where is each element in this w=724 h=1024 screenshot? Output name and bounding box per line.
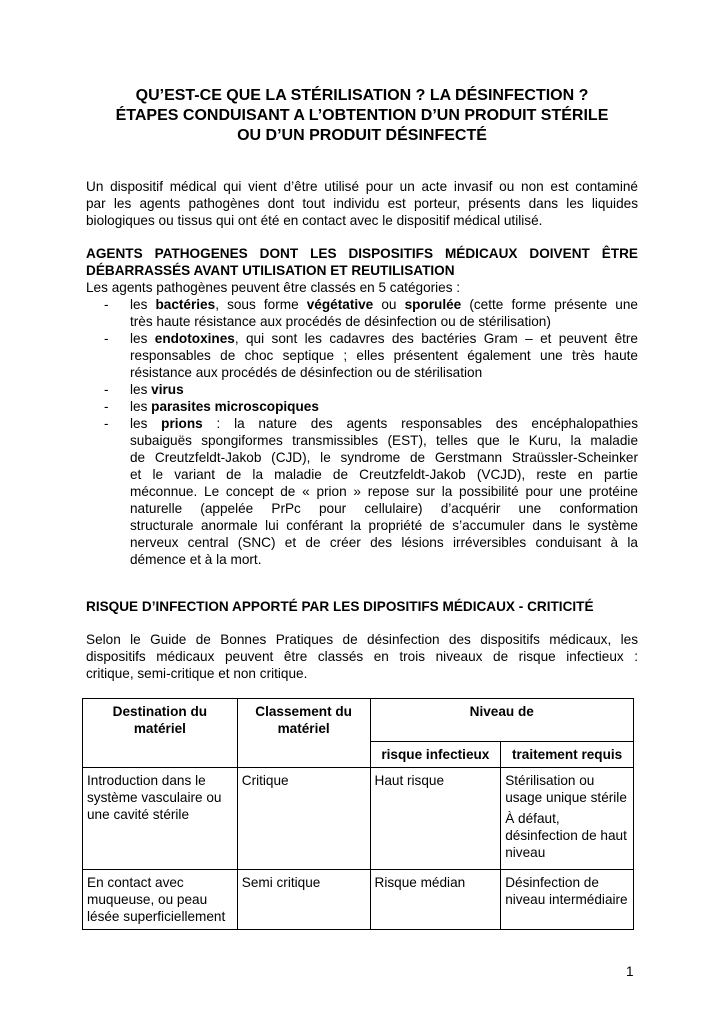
- text-line: critique, semi-critique et non critique.: [86, 666, 308, 681]
- header-niveau: Niveau de: [370, 699, 633, 742]
- text: , sous forme: [215, 297, 307, 312]
- cell-text: Stérilisation ou usage unique stérile: [505, 773, 627, 805]
- title-line: OU D’UN PRODUIT DÉSINFECTÉ: [237, 127, 487, 144]
- text-line: par les agents pathogènes dont tout individu est porteur, présents dans les liquides: [86, 196, 638, 211]
- text-line: biologiques ou tissus qui ont été en contact avec le dispositif médical utilisé.: [86, 213, 543, 228]
- cell-text: À défaut, désinfection de haut niveau: [505, 811, 627, 860]
- cell-traitement: [501, 870, 634, 930]
- text-line: et le variant de la maladie de Creutzfeldt-Jakob (VCJD), reste en partie: [130, 467, 638, 482]
- text-line: responsables de choc septique ; elles présentent également une très haute: [130, 348, 638, 363]
- text: les: [130, 297, 156, 312]
- list-dash: -: [104, 297, 109, 312]
- title-line: ÉTAPES CONDUISANT A L’OBTENTION D’UN PRODUIT STÉRILE: [115, 107, 609, 124]
- cell-risque: Risque médian: [370, 870, 501, 930]
- list-dash: -: [104, 416, 109, 431]
- text: les: [130, 382, 152, 397]
- text-line: démence et à la mort.: [130, 552, 262, 567]
- text-line: Un dispositif médical qui vient d’être utilisé pour un acte invasif ou non est contaminé: [86, 179, 638, 194]
- list-lead: Les agents pathogènes peuvent être classés en 5 catégories :: [86, 280, 461, 295]
- section-heading-risque: [86, 598, 638, 615]
- text-line: Selon le Guide de Bonnes Pratiques de désinfection des dispositifs médicaux, les: [86, 632, 638, 647]
- text-line: dispositifs médicaux peuvent être classés en trois niveaux de risque infectieux :: [86, 649, 638, 664]
- text: (cette forme présente une: [461, 297, 638, 312]
- list-item-virus: [86, 381, 638, 398]
- title-line: QU’EST-CE QUE LA STÉRILISATION ? LA DÉSINFECTION ?: [135, 87, 589, 104]
- header-traitement: traitement requis: [501, 742, 634, 768]
- page-title: [80, 86, 644, 146]
- list-item-parasites: [86, 398, 638, 415]
- list-item-prions: [86, 415, 638, 568]
- cell-classement: Semi critique: [237, 870, 370, 930]
- text: les: [130, 416, 162, 431]
- header-classement: Classement du matériel: [237, 699, 370, 768]
- table-row: [83, 768, 634, 870]
- table-header-row: [83, 699, 634, 742]
- keyword: sporulée: [404, 297, 462, 312]
- text-line: structurale anormale lui conférant la propriété de s’accumuler dans le système: [130, 518, 638, 533]
- text-line: naturelle (appelée PrPc pour cellulaire) d’acquérir une conformation: [130, 501, 638, 516]
- keyword: parasites microscopiques: [151, 399, 319, 414]
- text-line: très haute résistance aux procédés de désinfection ou de stérilisation): [130, 314, 551, 329]
- agents-list: [86, 279, 638, 568]
- text: les: [130, 399, 152, 414]
- keyword: prions: [161, 416, 203, 431]
- text: : la nature des agents responsables des encéphalopathies: [202, 416, 638, 431]
- cell-traitement: [501, 768, 634, 870]
- heading-line: AGENTS PATHOGENES DONT LES DISPOSITIFS MÉDICAUX DOIVENT ÊTRE: [86, 246, 638, 261]
- keyword: bactéries: [155, 297, 216, 312]
- cell-text: Désinfection de niveau intermédiaire: [505, 875, 628, 907]
- cell-risque: Haut risque: [370, 768, 501, 870]
- keyword: virus: [151, 382, 184, 397]
- text-line: de Creutzfeldt-Jakob (CJD), le syndrome de Gerstmann Straüssler-Scheinker: [130, 450, 638, 465]
- list-item-bacteries: [86, 296, 638, 330]
- text: ou: [373, 297, 405, 312]
- criticite-table: [82, 698, 634, 930]
- table-row: [83, 870, 634, 930]
- header-destination: Destination du matériel: [83, 699, 238, 768]
- page-number: 1: [626, 964, 634, 979]
- keyword: végétative: [306, 297, 374, 312]
- cell-destination: En contact avec muqueuse, ou peau lésée superficiellement: [83, 870, 238, 930]
- text: , qui sont les cadavres des bactéries Gram – et peuvent être: [234, 331, 638, 346]
- header-risque: risque infectieux: [370, 742, 501, 768]
- heading-line: DÉBARRASSÉS AVANT UTILISATION ET REUTILISATION: [86, 263, 455, 278]
- text-line: méconnue. Le concept de « prion » repose sur la possibilité pour une protéine: [130, 484, 638, 499]
- risque-paragraph: [86, 631, 638, 682]
- heading-line: RISQUE D’INFECTION APPORTÉ PAR LES DIPOSITIFS MÉDICAUX - CRITICITÉ: [86, 599, 594, 614]
- text-line: nerveux central (SNC) et de créer des lésions irréversibles conduisant à la: [130, 535, 638, 550]
- text-line: résistance aux procédés de désinfection ou de stérilisation: [130, 365, 483, 380]
- list-item-endotoxines: [86, 330, 638, 381]
- keyword: endotoxines: [154, 331, 235, 346]
- cell-classement: Critique: [237, 768, 370, 870]
- text: les: [130, 331, 155, 346]
- text-line: subaiguës spongiformes transmissibles (EST), telles que le Kuru, la maladie: [130, 433, 638, 448]
- intro-paragraph: [86, 178, 638, 229]
- cell-destination: Introduction dans le système vasculaire ou une cavité stérile: [83, 768, 238, 870]
- section-heading-agents: [86, 245, 638, 279]
- list-dash: -: [104, 382, 109, 397]
- list-dash: -: [104, 399, 109, 414]
- list-dash: -: [104, 331, 109, 346]
